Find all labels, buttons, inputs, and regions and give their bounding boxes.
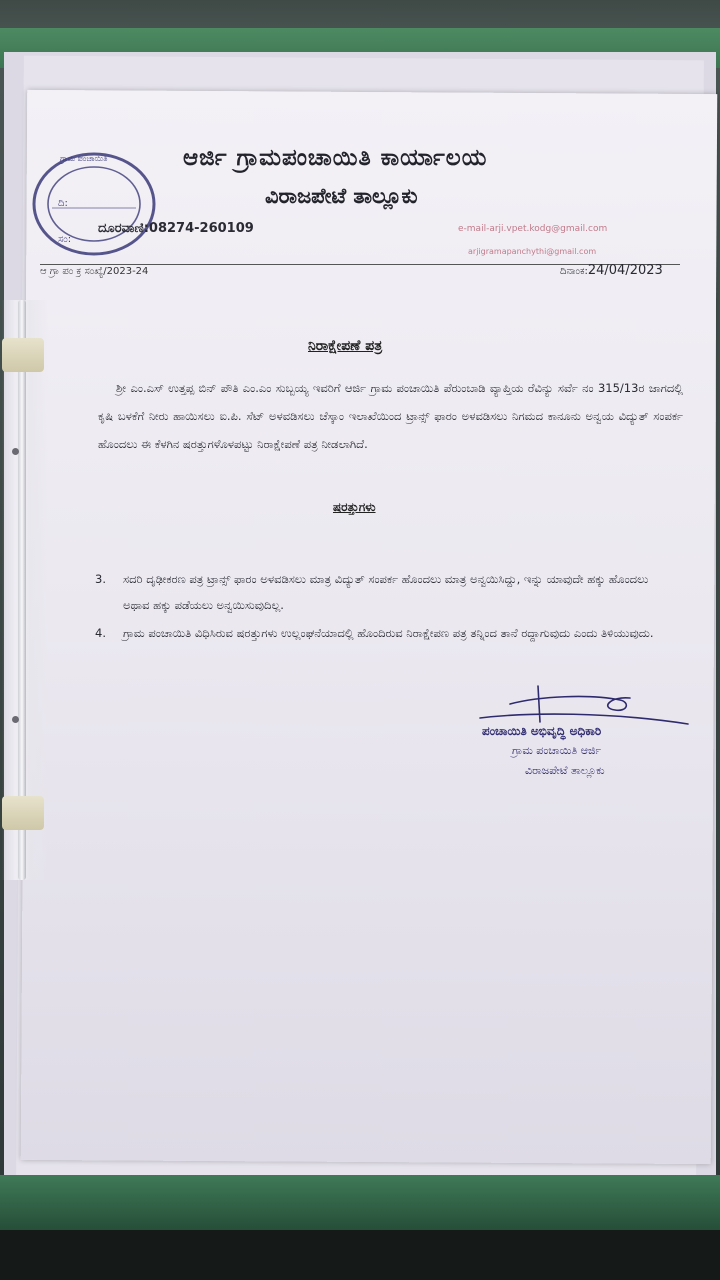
seal-text-top: ಗ್ರಾಮ ಪಂಚಾಯಿತಿ [60, 154, 108, 163]
condition-text: ಗ್ರಾಮ ಪಂಚಾಯಿತಿ ವಿಧಿಸಿರುವ ಷರತ್ತುಗಳು ಉಲ್ಲಂಘನೆಯಾದಲ್ಲಿ ಹೊಂದಿರುವ ನಿರಾಕ್ಷೇಪಣ ಪತ್ರ ತನ್ನಿಂದ ತಾನೆ ರದ್ದಾಗುವುದು ಎಂದು ತಿಳಿಯುವುದು. [123, 626, 654, 640]
condition-text: ಸದರಿ ದೃಢೀಕರಣ ಪತ್ರ ಟ್ರಾನ್ಸ್ ಫಾರಂ ಅಳವಡಿಸಲು ಮಾತ್ರ ವಿದ್ಯುತ್ ಸಂಪರ್ಕ ಹೊಂದಲು ಮಾತ್ರ ಅನ್ವಯಿಸಿದ್ದು, ಇನ್ನು ಯಾವುದೇ ಹಕ್ಕು ಹೊಂದಲು ಅಥಾವ ಹಕ್ಕು ಪಡೆಯಲು ಅನ್ವಯಿಸುವುದಿಲ್ಲ. [123, 572, 649, 612]
document-heading: ನಿರಾಕ್ಷೇಪಣೆ ಪತ್ರ [308, 338, 383, 354]
date-label: ದಿನಾಂಕ: [560, 266, 588, 277]
signatory-designation: ಪಂಚಾಯಿತಿ ಅಭಿವೃದ್ಧಿ ಅಧಿಕಾರಿ [482, 724, 602, 738]
seal-text-date: ದಿ: [58, 198, 68, 209]
condition-number: 3. [95, 572, 106, 586]
binder-clip-bottom [2, 796, 44, 830]
office-title: ಆರ್ಜಿ ಗ್ರಾಮಪಂಚಾಯಿತಿ ಕಾರ್ಯಾಲಯ [183, 145, 488, 171]
document-body [98, 374, 683, 458]
condition-item [95, 620, 655, 646]
folder-edge-bottom [0, 1175, 720, 1235]
punch-hole [12, 448, 19, 455]
floor-background [0, 1230, 720, 1280]
email-address-primary: e-mail-arji.vpet.kodg@gmail.com [458, 224, 608, 234]
seal-text-number: ಸಂ: [58, 234, 72, 245]
letter-date [560, 263, 663, 278]
date-value: 24/04/2023 [587, 263, 663, 278]
punch-hole [12, 716, 19, 723]
condition-item [95, 566, 655, 618]
reference-number: ಆ ಗ್ರಾ ಪಂ ಕ್ರ ಸಂಖ್ಯೆ/2023-24 [40, 266, 149, 277]
conditions-heading: ಷರತ್ತುಗಳು [333, 500, 376, 514]
signatory-office: ಗ್ರಾಮ ಪಂಚಾಯಿತಿ ಆರ್ಜಿ [512, 744, 602, 757]
taluk-name: ವಿರಾಜಪೇಟೆ ತಾಲ್ಲೂಕು [265, 184, 418, 208]
binder-clip-top [2, 338, 44, 372]
email-address-secondary: arjigramapanchythi@gmail.com [468, 247, 597, 256]
signatory-taluk: ವಿರಾಜಪೇಟೆ ತಾಲ್ಲೂಕು [525, 764, 605, 777]
body-paragraph: ಶ್ರೀ ಎಂ.ಎಸ್ ಉತ್ತಪ್ಪ ಬಿನ್ ಪೌತಿ ಎಂ.ಎಂ ಸುಬ್ಬಯ್ಯ ಇವರಿಗೆ ಆರ್ಜಿ ಗ್ರಾಮ ಪಂಚಾಯಿತಿ ಪೆರುಂಬಾಡಿ ವ್ಯಾಪ್ತಿಯ ರೆವಿನ್ಯು ಸರ್ವೆ ನಂ 315/13ರ ಜಾಗದಲ್ಲಿ ಕೃಷಿ ಬಳಕೆಗೆ ನೀರು ಹಾಯಿಸಲು ಐ.ಪಿ. ಸೆಟ್ ಅಳವಡಿಸಲು ಚೆಸ್ಕಾಂ ಇಲಾಖೆಯಿಂದ ಟ್ರಾನ್ಸ್ ಫಾರಂ ಅಳವಡಿಸಲು ನಿಗಮದ ಕಾನೂನು ಅನ್ವಯ ವಿದ್ಯುತ್ ಸಂಪರ್ಕ ಹೊಂದಲು ಈ ಕೆಳಗಿನ ಷರತ್ತುಗಳೊಳಪಟ್ಟು ನಿರಾಕ್ಷೇಪಣೆ ಪತ್ರ ನೀಡಲಾಗಿದೆ. [98, 381, 683, 451]
office-seal-stamp [28, 148, 160, 260]
phone-number: ದೂರವಾಣಿ:08274-260109 [98, 221, 254, 236]
binder-rod [18, 300, 26, 880]
condition-number: 4. [95, 626, 106, 640]
